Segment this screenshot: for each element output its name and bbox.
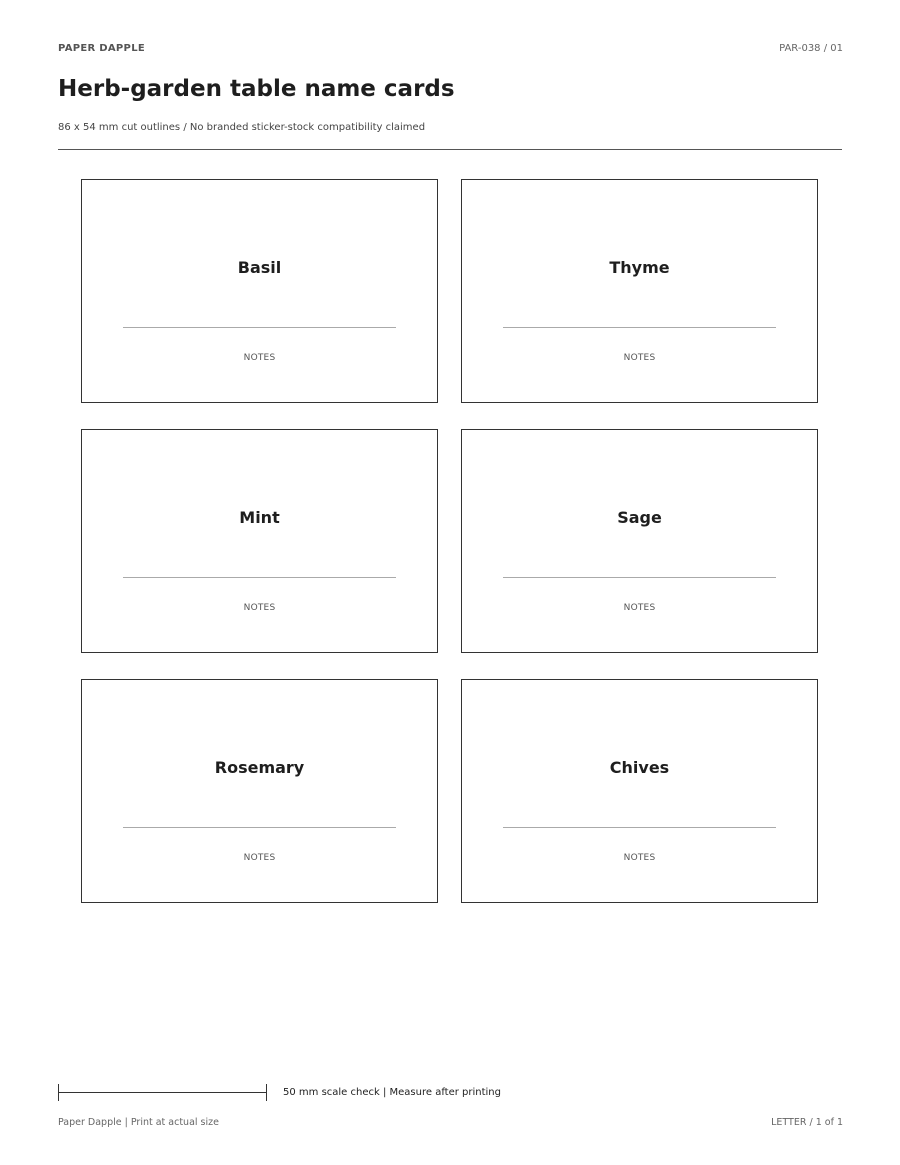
notes-line	[503, 577, 776, 578]
scale-check-text: 50 mm scale check | Measure after printing	[283, 1087, 501, 1098]
page-subtitle: 86 x 54 mm cut outlines / No branded sticker-stock compatibility claimed	[58, 122, 426, 133]
scale-bar-line	[58, 1092, 267, 1093]
card-basil	[81, 179, 438, 403]
card-name: Basil	[237, 258, 282, 277]
card-mint	[81, 429, 438, 653]
card-thyme	[461, 179, 818, 403]
notes-label: NOTES	[623, 603, 656, 613]
footer-page-info: LETTER / 1 of 1	[771, 1117, 843, 1128]
scale-bar	[58, 1084, 267, 1101]
document-reference: PAR-038 / 01	[779, 43, 843, 54]
notes-label: NOTES	[243, 853, 276, 863]
notes-line	[123, 827, 396, 828]
card-name: Thyme	[609, 258, 670, 277]
card-name: Mint	[239, 508, 280, 527]
notes-line	[123, 577, 396, 578]
notes-line	[503, 327, 776, 328]
card-name: Chives	[609, 758, 670, 777]
notes-line	[123, 327, 396, 328]
notes-label: NOTES	[243, 603, 276, 613]
notes-label: NOTES	[243, 353, 276, 363]
notes-line	[503, 827, 776, 828]
brand-label: PAPER DAPPLE	[58, 43, 145, 54]
card-chives	[461, 679, 818, 903]
card-sage	[461, 429, 818, 653]
header-rule	[58, 149, 842, 150]
scale-bar-end-tick	[266, 1084, 267, 1101]
footer-left: Paper Dapple | Print at actual size	[58, 1117, 219, 1128]
notes-label: NOTES	[623, 853, 656, 863]
card-name: Rosemary	[214, 758, 305, 777]
page-title: Herb-garden table name cards	[58, 76, 455, 102]
notes-label: NOTES	[623, 353, 656, 363]
card-rosemary	[81, 679, 438, 903]
card-name: Sage	[617, 508, 662, 527]
